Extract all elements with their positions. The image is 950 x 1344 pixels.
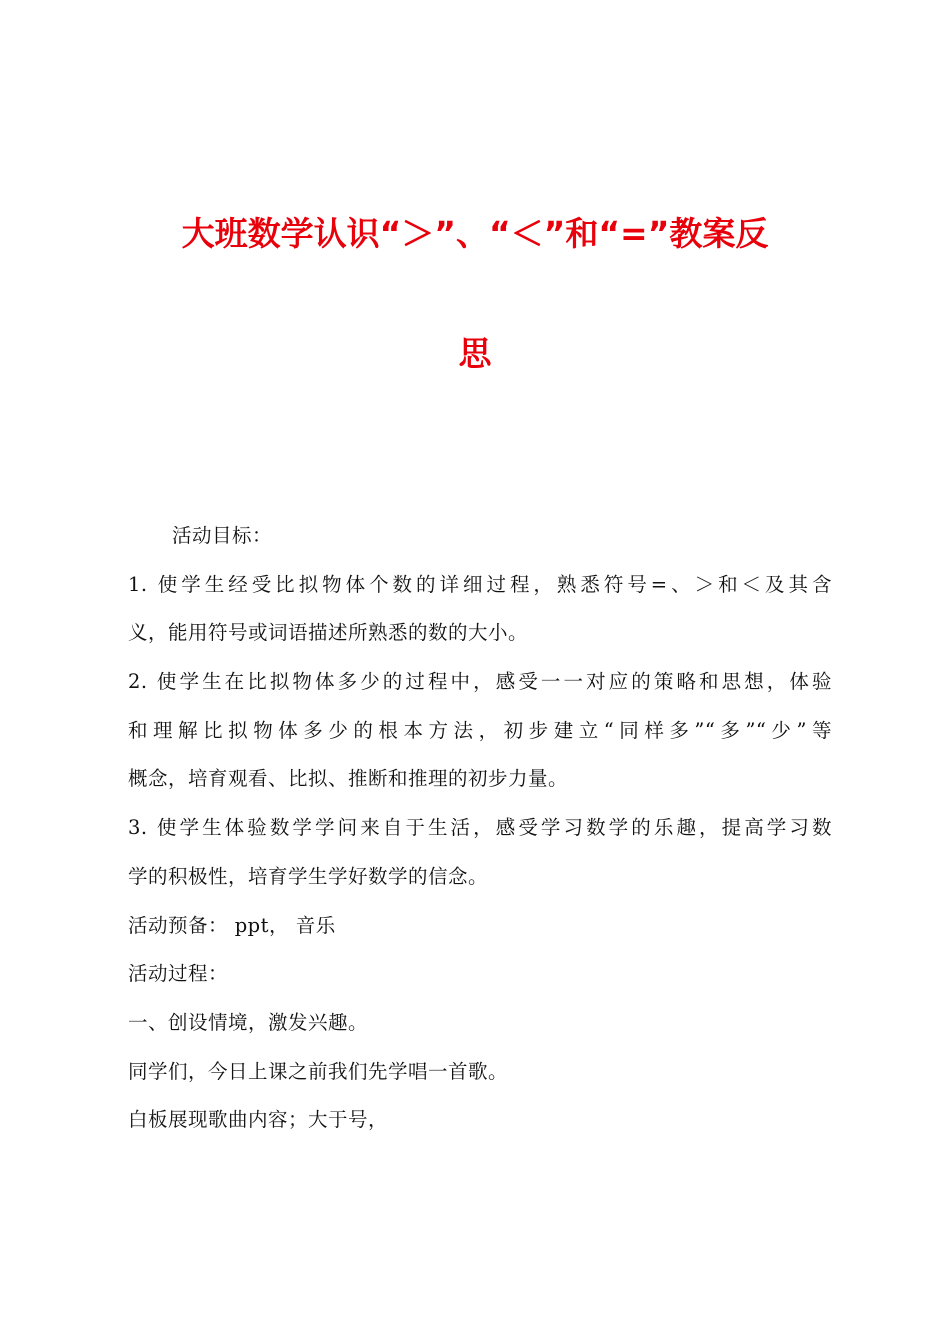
section-heading-goals: 活动目标： (172, 524, 273, 547)
document-title-line-2: 思 (458, 334, 492, 373)
document-body (128, 512, 832, 1145)
paragraph-line: 和理解比拟物体多少的根本方法，初步建立“同样多”“多”“少”等 (128, 718, 832, 742)
paragraph-line: 3. 使学生体验数学学问来自于生活，感受学习数学的乐趣，提高学习数 (128, 816, 832, 840)
paragraph-line: 白板展现歌曲内容；大于号， (128, 1108, 389, 1132)
paragraph-line: 2. 使学生在比拟物体多少的过程中，感受一一对应的策略和思想，体验 (128, 670, 832, 694)
document-title-line-1: 大班数学认识“＞”、“＜”和“=”教案反 (181, 214, 769, 253)
section-heading-process: 活动过程： (128, 962, 229, 986)
paragraph-line: 活动预备： ppt， 音乐 (128, 913, 336, 937)
paragraph-line: 同学们，今日上课之前我们先学唱一首歌。 (128, 1059, 509, 1083)
paragraph-line: 1. 使学生经受比拟物体个数的详细过程，熟悉符号=、＞和＜及其含 (128, 572, 832, 596)
paragraph-line: 概念，培育观看、比拟、推断和推理的初步力量。 (128, 767, 569, 791)
paragraph-line: 一、创设情境，激发兴趣。 (128, 1010, 369, 1034)
paragraph-line: 义，能用符号或词语描述所熟悉的数的大小。 (128, 621, 529, 645)
paragraph-line: 学的积极性，培育学生学好数学的信念。 (128, 864, 489, 888)
